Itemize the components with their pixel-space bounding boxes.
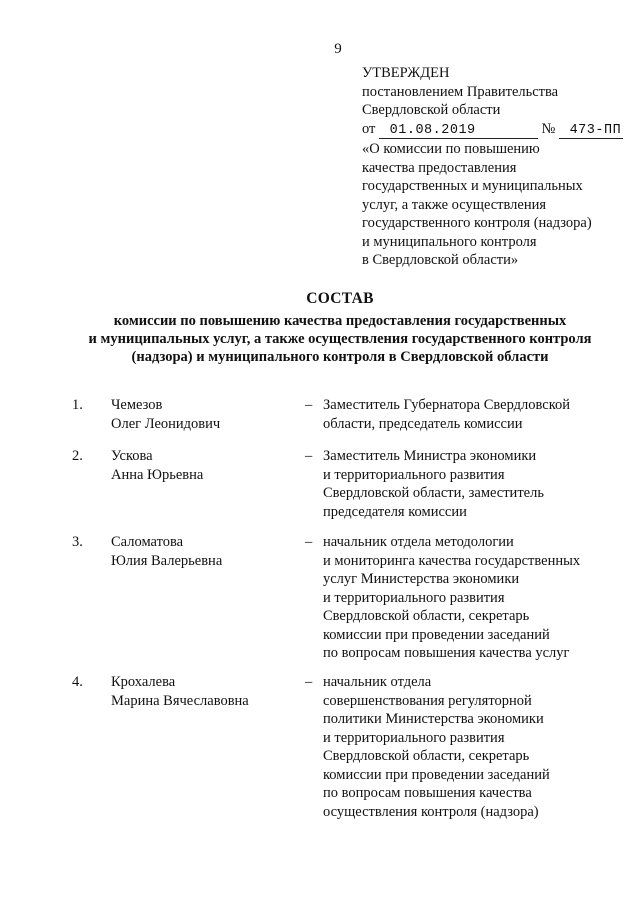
- title-line: (надзора) и муниципального контроля в Свердловской области: [131, 349, 549, 365]
- role-line: начальник отдела: [323, 674, 432, 690]
- dash-separator: –: [305, 448, 313, 464]
- role-line: Свердловской области, заместитель: [323, 485, 544, 501]
- member-role: [323, 533, 603, 663]
- role-line: по вопросам повышения качества услуг: [323, 645, 570, 661]
- member-name: [111, 447, 291, 484]
- role-line: по вопросам повышения качества: [323, 785, 532, 801]
- date-prefix: от: [362, 120, 376, 137]
- resolution-date: 01.08.2019: [379, 123, 538, 139]
- member-surname: Чемезов: [111, 397, 163, 413]
- member-given-name: Марина Вячеславовна: [111, 692, 249, 709]
- role-line: осуществления контроля (надзора): [323, 803, 539, 820]
- dash-separator: –: [305, 674, 313, 690]
- role-line: Заместитель Губернатора Свердловской: [323, 397, 571, 413]
- approval-stamp: [362, 64, 622, 270]
- subject-line: услуг, а также осуществления: [362, 196, 547, 213]
- member-given-name: Олег Леонидович: [111, 415, 221, 432]
- title-line: и муниципальных услуг, а также осуществления государственного контроля: [88, 331, 592, 347]
- member-number: 2.: [72, 448, 83, 464]
- role-line: комиссии при проведении заседаний: [323, 766, 550, 783]
- document-title: [40, 290, 640, 366]
- role-line: председателя комиссии: [323, 503, 467, 520]
- subject-line: «О комиссии по повышению: [362, 141, 540, 157]
- role-line: Свердловской области, секретарь: [323, 608, 530, 624]
- role-line: Заместитель Министра экономики: [323, 448, 537, 464]
- approved-region: Свердловской области: [362, 102, 501, 118]
- role-line: и территориального развития: [323, 466, 505, 483]
- role-line: области, председатель комиссии: [323, 415, 523, 432]
- role-line: и территориального развития: [323, 729, 505, 746]
- member-surname: Саломатова: [111, 534, 184, 550]
- member-number: 4.: [72, 674, 83, 690]
- resolution-date-line: [362, 120, 622, 141]
- role-line: политики Министерства экономики: [323, 711, 544, 727]
- resolution-number: 473-ПП: [559, 123, 623, 139]
- role-line: и территориального развития: [323, 589, 505, 606]
- subject-line: в Свердловской области»: [362, 252, 519, 268]
- dash-separator: –: [305, 397, 313, 413]
- approved-label: УТВЕРЖДЕН: [362, 65, 450, 81]
- title-heading: СОСТАВ: [306, 290, 374, 307]
- member-number: 1.: [72, 397, 83, 413]
- title-line: комиссии по повышению качества предоставления государственных: [113, 313, 567, 329]
- approved-by: постановлением Правительства: [362, 83, 559, 100]
- subject-line: государственных и муниципальных: [362, 178, 583, 194]
- role-line: комиссии при проведении заседаний: [323, 626, 550, 643]
- member-given-name: Анна Юрьевна: [111, 466, 204, 483]
- member-name: [111, 396, 291, 433]
- subject-line: государственного контроля (надзора): [362, 215, 592, 231]
- role-line: совершенствования регуляторной: [323, 692, 532, 709]
- role-line: услуг Министерства экономики: [323, 571, 520, 587]
- role-line: начальник отдела методологии: [323, 534, 514, 550]
- member-surname: Ускова: [111, 448, 153, 464]
- member-name: [111, 673, 291, 710]
- member-surname: Крохалева: [111, 674, 176, 690]
- number-prefix: №: [541, 120, 556, 137]
- member-role: [323, 447, 603, 521]
- subject-line: качества предоставления: [362, 159, 517, 176]
- page-number: 9: [334, 41, 342, 57]
- member-number: 3.: [72, 534, 83, 550]
- dash-separator: –: [305, 534, 313, 550]
- member-role: [323, 673, 603, 821]
- member-name: [111, 533, 291, 570]
- role-line: Свердловской области, секретарь: [323, 748, 530, 764]
- member-given-name: Юлия Валерьевна: [111, 552, 223, 569]
- member-role: [323, 396, 603, 433]
- role-line: и мониторинга качества государственных: [323, 552, 581, 569]
- subject-line: и муниципального контроля: [362, 233, 537, 250]
